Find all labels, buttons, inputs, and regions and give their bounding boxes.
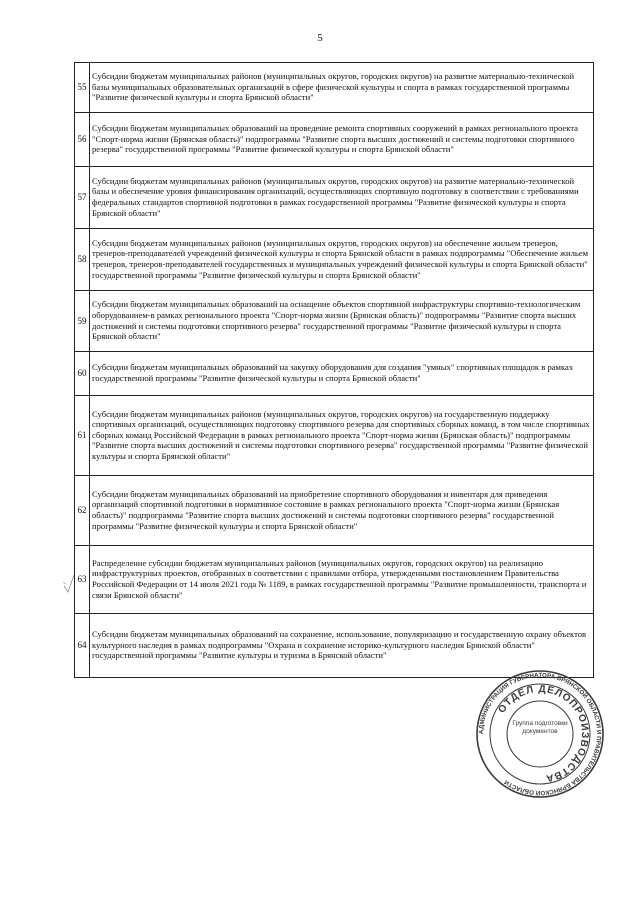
row-number: 64 bbox=[75, 614, 90, 678]
row-text: Субсидии бюджетам муниципальных районов (муниципальных округов, городских округов) на развитие материально-технической базы муниципальных образовательных организаций в сфере физической культуры и спорта в рамках государственной программы "Развитие физической культуры и спорта Брянской области" bbox=[90, 63, 594, 113]
row-text: Субсидии бюджетам муниципальных районов (муниципальных округов, городских округов) на развитие материально-технической базы и обеспечение уровня финансирования организаций, осуществляющих спортивную подготовку в соответствии с требованиями федеральных стандартов спортивной подготовки в рамках государственной программы "Развитие физической культуры и спорта Брянской области" bbox=[90, 167, 594, 229]
office-seal-stamp bbox=[474, 668, 606, 800]
row-text: Субсидии бюджетам муниципальных образований на сохранение, использование, популяризацию и государственную охрану объектов культурного наследия в рамках подпрограммы "Охрана и сохранение историко-культурного наследия Брянской области" государственной программы "Развитие культуры и туризма в Брянской области" bbox=[90, 614, 594, 678]
row-number: 61 bbox=[75, 396, 90, 476]
row-text: Субсидии бюджетам муниципальных образований на оснащение объектов спортивной инфраструктуры спортивно-технологическим оборудованием-в рамках регионального проекта "Спорт-норма жизни (Брянская область)" подпрограммы "Развитие спорта высших достижений и системы подготовки спортивного резерва" государственной программы "Развитие физической культуры и спорта Брянской области" bbox=[90, 291, 594, 352]
row-number: 60 bbox=[75, 352, 90, 396]
table-row bbox=[75, 476, 594, 546]
stamp-ring-text: ОТДЕЛ ДЕЛОПРОИЗВОДСТВА bbox=[496, 683, 591, 784]
subsidy-table bbox=[74, 62, 594, 678]
table-row bbox=[75, 291, 594, 352]
table-row bbox=[75, 63, 594, 113]
stamp-outer-text: АДМИНИСТРАЦИЯ ГУБЕРНАТОРА БРЯНСКОЙ ОБЛАСТИ И ПРАВИТЕЛЬСТВА БРЯНСКОЙ ОБЛАСТИ bbox=[477, 671, 603, 797]
row-text: Распределение субсидии бюджетам муниципальных районов (муниципальных округов, городских округов) на реализацию инфраструктурных проектов, отобранных в соответствии с правилами отбора, утвержденными постановлением Правительства Российской Федерации от 14 июля 2021 года № 1189, в рамках государственной программы "Развитие промышленности, транспорта и связи Брянской области" bbox=[90, 546, 594, 614]
row-number: 59 bbox=[75, 291, 90, 352]
row-text: Субсидии бюджетам муниципальных образований на приобретение спортивного оборудования и инвентаря для приведения организаций спортивной подготовки в нормативное состояние в рамках регионального проекта "Спорт-норма жизни (Брянская область)" подпрограммы "Развитие спорта высших достижений и системы подготовки спортивного резерва" государственной программы "Развитие физической культуры и спорта Брянской области" bbox=[90, 476, 594, 546]
row-number: 57 bbox=[75, 167, 90, 229]
page-number: 5 bbox=[317, 32, 323, 44]
row-number: 58 bbox=[75, 229, 90, 291]
row-number: 62 bbox=[75, 476, 90, 546]
table-row bbox=[75, 113, 594, 167]
pencil-check-mark bbox=[62, 572, 76, 596]
row-text: Субсидии бюджетам муниципальных районов (муниципальных округов, городских округов) на обеспечение жильем тренеров, тренеров-преподавателей учреждений физической культуры и спорта Брянской области в рамках подпрограммы "Обеспечение жильем тренеров, тренеров-преподавателей государственных и муниципальных учреждений физической культуры и спорта Брянской области" государственной программы "Развитие физической культуры и спорта Брянской области" bbox=[90, 229, 594, 291]
table-row bbox=[75, 352, 594, 396]
row-number: 56 bbox=[75, 113, 90, 167]
row-text: Субсидии бюджетам муниципальных образований на закупку оборудования для создания "умных" спортивных площадок в рамках государственной программы "Развитие физической культуры и спорта Брянской области" bbox=[90, 352, 594, 396]
table-row bbox=[75, 396, 594, 476]
row-text: Субсидии бюджетам муниципальных районов (муниципальных округов, городских округов) на государственную поддержку спортивных организаций, осуществляющих подготовку спортивного резерва для спортивных сборных команд, в том числе спортивных сборных команд Российской Федерации в рамках регионального проекта "Спорт-норма жизни (Брянская область)" подпрограммы "Развитие спорта высших достижений и системы подготовки спортивного резерва" государственной программы "Развитие физической культуры и спорта Брянской области" bbox=[90, 396, 594, 476]
table-row bbox=[75, 229, 594, 291]
row-number: 55 bbox=[75, 63, 90, 113]
stamp-center-text: Группа подготовки документов bbox=[512, 720, 568, 735]
row-number: 63 bbox=[75, 546, 90, 614]
row-text: Субсидии бюджетам муниципальных образований на проведение ремонта спортивных сооружений в рамках регионального проекта "Спорт-норма жизни (Брянская область)" подпрограммы "Развитие спорта высших достижений и системы подготовки спортивного резерва" государственной программы "Развитие физической культуры и спорта Брянской области" bbox=[90, 113, 594, 167]
table-row bbox=[75, 546, 594, 614]
table-row bbox=[75, 167, 594, 229]
